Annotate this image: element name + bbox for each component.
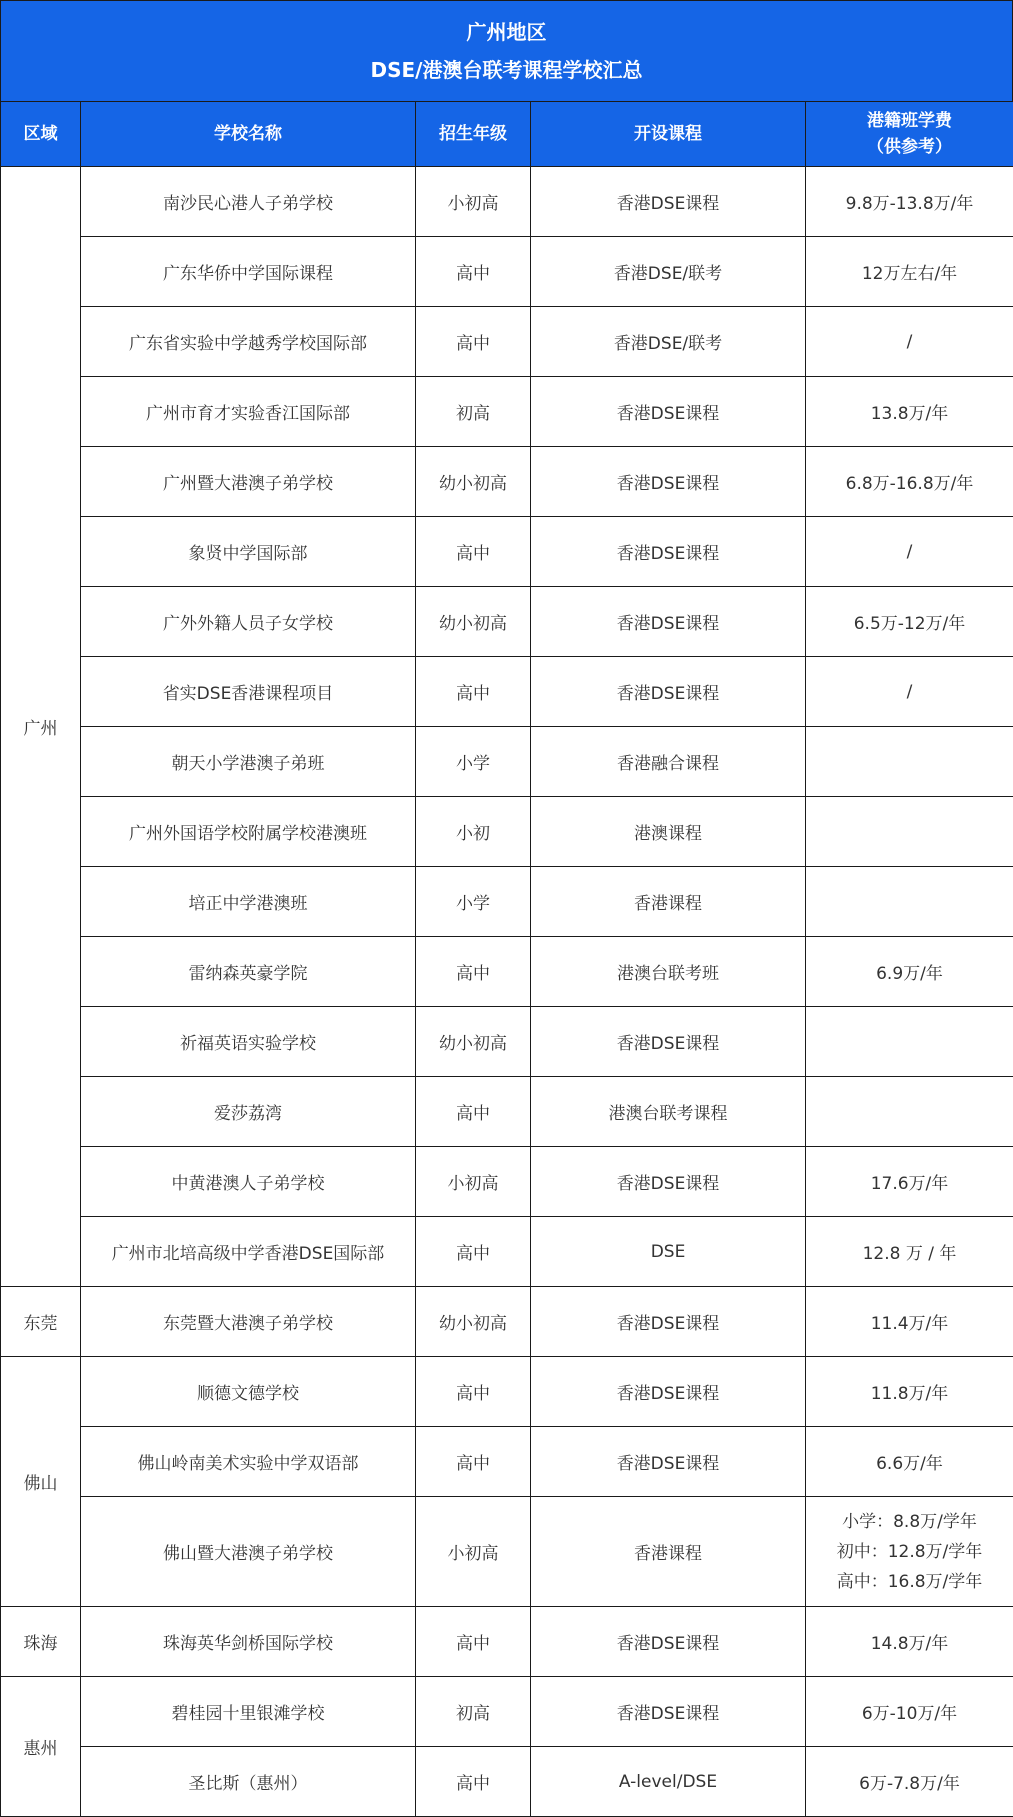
grades-cell: 小学 — [416, 727, 531, 797]
school-name-cell: 培正中学港澳班 — [81, 867, 416, 937]
region-cell: 惠州 — [1, 1677, 81, 1817]
table-row — [1, 237, 1013, 307]
courses-cell: 香港融合课程 — [531, 727, 806, 797]
fee-cell — [806, 727, 1013, 797]
fee-cell: 17.6万/年 — [806, 1147, 1013, 1217]
school-name-cell: 珠海英华剑桥国际学校 — [81, 1607, 416, 1677]
fee-cell: 6.5万-12万/年 — [806, 587, 1013, 657]
table-row — [1, 1147, 1013, 1217]
grades-cell: 高中 — [416, 1077, 531, 1147]
school-name-cell: 爱莎荔湾 — [81, 1077, 416, 1147]
table-row — [1, 867, 1013, 937]
school-name-cell: 广外外籍人员子女学校 — [81, 587, 416, 657]
courses-cell: 香港DSE课程 — [531, 1677, 806, 1747]
school-name-cell: 顺德文德学校 — [81, 1357, 416, 1427]
school-name-cell: 南沙民心港人子弟学校 — [81, 167, 416, 237]
grades-cell: 小学 — [416, 867, 531, 937]
header-school: 学校名称 — [81, 102, 416, 167]
courses-cell: 香港DSE课程 — [531, 1147, 806, 1217]
title-banner — [0, 0, 1013, 101]
region-cell: 佛山 — [1, 1357, 81, 1607]
courses-cell: 香港DSE课程 — [531, 1357, 806, 1427]
table-row — [1, 1007, 1013, 1077]
table-row — [1, 1287, 1013, 1357]
fee-cell: 11.8万/年 — [806, 1357, 1013, 1427]
table-row — [1, 1427, 1013, 1497]
courses-cell: 香港DSE课程 — [531, 447, 806, 517]
grades-cell: 小初高 — [416, 1497, 531, 1607]
grades-cell: 高中 — [416, 657, 531, 727]
fee-cell — [806, 1077, 1013, 1147]
fee-cell: 12.8 万 / 年 — [806, 1217, 1013, 1287]
school-name-cell: 碧桂园十里银滩学校 — [81, 1677, 416, 1747]
region-cell: 广州 — [1, 167, 81, 1287]
title-line-1: 广州地区 — [467, 13, 547, 51]
courses-cell: 香港DSE课程 — [531, 1287, 806, 1357]
school-name-cell: 佛山暨大港澳子弟学校 — [81, 1497, 416, 1607]
grades-cell: 高中 — [416, 237, 531, 307]
fee-cell: 14.8万/年 — [806, 1607, 1013, 1677]
table-row — [1, 377, 1013, 447]
grades-cell: 高中 — [416, 307, 531, 377]
table-body — [1, 167, 1013, 1817]
header-fee — [806, 102, 1013, 167]
header-courses: 开设课程 — [531, 102, 806, 167]
school-name-cell: 象贤中学国际部 — [81, 517, 416, 587]
courses-cell: 港澳课程 — [531, 797, 806, 867]
table-row — [1, 517, 1013, 587]
courses-cell: 香港DSE课程 — [531, 657, 806, 727]
school-name-cell: 东莞暨大港澳子弟学校 — [81, 1287, 416, 1357]
fee-lines — [806, 1507, 1013, 1597]
header-fee-line-2: （供参考） — [806, 134, 1013, 160]
fee-cell: 6.8万-16.8万/年 — [806, 447, 1013, 517]
courses-cell: 香港课程 — [531, 1497, 806, 1607]
fee-cell — [806, 1497, 1013, 1607]
table-row — [1, 1357, 1013, 1427]
header-row — [1, 102, 1013, 167]
school-name-cell: 朝天小学港澳子弟班 — [81, 727, 416, 797]
school-name-cell: 广州市北培高级中学香港DSE国际部 — [81, 1217, 416, 1287]
courses-cell: 香港DSE课程 — [531, 587, 806, 657]
grades-cell: 高中 — [416, 1217, 531, 1287]
fee-line: 小学：8.8万/学年 — [842, 1507, 977, 1537]
header-region: 区域 — [1, 102, 81, 167]
table-row — [1, 167, 1013, 237]
table-row — [1, 307, 1013, 377]
school-name-cell: 广州暨大港澳子弟学校 — [81, 447, 416, 517]
grades-cell: 幼小初高 — [416, 1007, 531, 1077]
grades-cell: 高中 — [416, 1427, 531, 1497]
table-row — [1, 797, 1013, 867]
school-name-cell: 圣比斯（惠州） — [81, 1747, 416, 1817]
grades-cell: 小初高 — [416, 1147, 531, 1217]
courses-cell: 香港DSE课程 — [531, 167, 806, 237]
fee-cell: 11.4万/年 — [806, 1287, 1013, 1357]
school-name-cell: 祈福英语实验学校 — [81, 1007, 416, 1077]
courses-cell: 香港DSE课程 — [531, 1607, 806, 1677]
table-row — [1, 1677, 1013, 1747]
fee-cell: 12万左右/年 — [806, 237, 1013, 307]
table-row — [1, 1497, 1013, 1607]
grades-cell: 高中 — [416, 937, 531, 1007]
courses-cell: 港澳台联考班 — [531, 937, 806, 1007]
grades-cell: 高中 — [416, 1357, 531, 1427]
fee-cell: / — [806, 307, 1013, 377]
grades-cell: 高中 — [416, 1747, 531, 1817]
grades-cell: 初高 — [416, 377, 531, 447]
fee-cell: 6.6万/年 — [806, 1427, 1013, 1497]
table-row — [1, 447, 1013, 517]
school-name-cell: 广东华侨中学国际课程 — [81, 237, 416, 307]
grades-cell: 初高 — [416, 1677, 531, 1747]
table-row — [1, 587, 1013, 657]
table-row — [1, 1747, 1013, 1817]
school-name-cell: 雷纳森英豪学院 — [81, 937, 416, 1007]
courses-cell: 香港课程 — [531, 867, 806, 937]
table-row — [1, 727, 1013, 797]
school-name-cell: 佛山岭南美术实验中学双语部 — [81, 1427, 416, 1497]
table-row — [1, 1077, 1013, 1147]
school-name-cell: 广东省实验中学越秀学校国际部 — [81, 307, 416, 377]
courses-cell: 香港DSE/联考 — [531, 307, 806, 377]
fee-cell: 6.9万/年 — [806, 937, 1013, 1007]
fee-cell — [806, 867, 1013, 937]
courses-cell: 香港DSE课程 — [531, 1427, 806, 1497]
school-name-cell: 中黄港澳人子弟学校 — [81, 1147, 416, 1217]
courses-cell: DSE — [531, 1217, 806, 1287]
grades-cell: 幼小初高 — [416, 587, 531, 657]
courses-cell: A-level/DSE — [531, 1747, 806, 1817]
header-grades: 招生年级 — [416, 102, 531, 167]
grades-cell: 小初 — [416, 797, 531, 867]
grades-cell: 高中 — [416, 517, 531, 587]
school-name-cell: 省实DSE香港课程项目 — [81, 657, 416, 727]
courses-cell: 港澳台联考课程 — [531, 1077, 806, 1147]
fee-cell: 6万-10万/年 — [806, 1677, 1013, 1747]
fee-cell: 13.8万/年 — [806, 377, 1013, 447]
school-name-cell: 广州外国语学校附属学校港澳班 — [81, 797, 416, 867]
fee-cell: / — [806, 657, 1013, 727]
fee-cell — [806, 797, 1013, 867]
schools-table — [0, 101, 1013, 1817]
courses-cell: 香港DSE课程 — [531, 517, 806, 587]
fee-line: 高中：16.8万/学年 — [837, 1567, 983, 1597]
grades-cell: 高中 — [416, 1607, 531, 1677]
fee-cell: 9.8万-13.8万/年 — [806, 167, 1013, 237]
fee-cell: / — [806, 517, 1013, 587]
courses-cell: 香港DSE课程 — [531, 377, 806, 447]
table-row — [1, 657, 1013, 727]
grades-cell: 幼小初高 — [416, 447, 531, 517]
grades-cell: 小初高 — [416, 167, 531, 237]
table-row — [1, 1607, 1013, 1677]
courses-cell: 香港DSE/联考 — [531, 237, 806, 307]
title-line-2: DSE/港澳台联考课程学校汇总 — [371, 51, 643, 89]
table-row — [1, 937, 1013, 1007]
school-name-cell: 广州市育才实验香江国际部 — [81, 377, 416, 447]
region-cell: 东莞 — [1, 1287, 81, 1357]
grades-cell: 幼小初高 — [416, 1287, 531, 1357]
header-fee-line-1: 港籍班学费 — [806, 108, 1013, 134]
fee-line: 初中：12.8万/学年 — [837, 1537, 983, 1567]
courses-cell: 香港DSE课程 — [531, 1007, 806, 1077]
table-row — [1, 1217, 1013, 1287]
region-cell: 珠海 — [1, 1607, 81, 1677]
fee-cell — [806, 1007, 1013, 1077]
fee-cell: 6万-7.8万/年 — [806, 1747, 1013, 1817]
